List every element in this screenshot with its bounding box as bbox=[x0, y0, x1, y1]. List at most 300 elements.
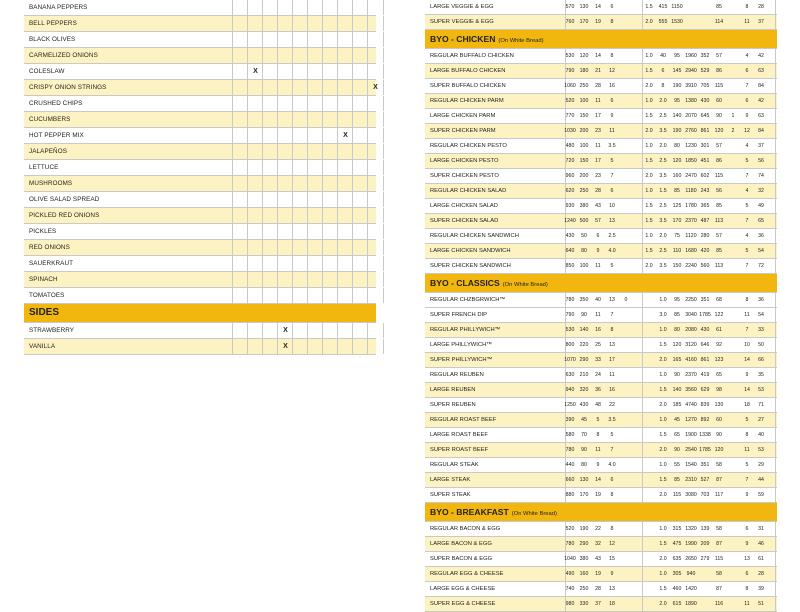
table-cell bbox=[367, 112, 384, 127]
table-cell bbox=[337, 96, 353, 111]
row-label: REGULAR BACON & EGG bbox=[430, 526, 501, 532]
table-cell bbox=[367, 96, 384, 111]
table-cell: 16 bbox=[609, 387, 615, 393]
column-divider bbox=[775, 323, 776, 337]
table-cell: 90 bbox=[581, 447, 587, 453]
row-label: LARGE BACON & EGG bbox=[430, 541, 492, 547]
column-divider bbox=[642, 537, 643, 551]
table-cell: 122 bbox=[714, 312, 724, 318]
table-cell: 115 bbox=[714, 556, 724, 562]
table-cell: 940 bbox=[565, 387, 575, 393]
table-cell: 850 bbox=[565, 263, 575, 269]
table-row bbox=[425, 259, 777, 274]
table-cell: 8 bbox=[610, 526, 614, 532]
table-cell: 635 bbox=[672, 556, 682, 562]
table-cell: 8 bbox=[745, 586, 749, 592]
table-cell bbox=[262, 208, 278, 223]
table-cell bbox=[367, 64, 384, 79]
table-cell: 2.0 bbox=[645, 263, 653, 269]
table-cell: 57 bbox=[716, 233, 722, 239]
table-cell: 1.5 bbox=[659, 586, 667, 592]
table-cell: 61 bbox=[716, 327, 722, 333]
table-cell bbox=[322, 160, 338, 175]
table-cell bbox=[322, 96, 338, 111]
section-subtitle: (On White Bread) bbox=[511, 511, 557, 517]
table-cell: 2650 bbox=[685, 556, 697, 562]
table-cell: 315 bbox=[672, 526, 682, 532]
table-cell: 200 bbox=[579, 173, 589, 179]
table-cell: 1.0 bbox=[659, 462, 667, 468]
table-cell bbox=[292, 224, 308, 239]
table-row bbox=[24, 32, 376, 48]
table-cell bbox=[247, 144, 263, 159]
table-cell bbox=[337, 272, 353, 287]
row-label: LARGE BUFFALO CHICKEN bbox=[430, 68, 506, 74]
table-cell: 740 bbox=[565, 586, 575, 592]
table-cell: 3.0 bbox=[659, 312, 667, 318]
table-row bbox=[24, 339, 376, 355]
table-cell bbox=[232, 144, 248, 159]
table-cell: 11 bbox=[595, 143, 601, 149]
table-cell bbox=[322, 48, 338, 63]
table-cell: 18 bbox=[609, 601, 615, 607]
row-label: MUSHROOMS bbox=[29, 180, 73, 187]
table-cell: 9 bbox=[745, 492, 749, 498]
table-cell: 1.0 bbox=[659, 417, 667, 423]
table-cell: 5 bbox=[610, 263, 614, 269]
table-cell bbox=[322, 240, 338, 255]
table-cell: 80 bbox=[581, 248, 587, 254]
table-row bbox=[425, 443, 777, 458]
row-label: OLIVE SALAD SPREAD bbox=[29, 196, 100, 203]
table-row bbox=[425, 94, 777, 109]
table-cell bbox=[352, 272, 368, 287]
table-cell bbox=[277, 272, 293, 287]
table-cell: 4740 bbox=[685, 402, 697, 408]
table-cell: X bbox=[277, 323, 293, 338]
table-cell: 780 bbox=[565, 541, 575, 547]
table-cell: X bbox=[247, 64, 263, 79]
table-cell: 14 bbox=[595, 477, 601, 483]
table-cell: 520 bbox=[565, 98, 575, 104]
table-cell bbox=[292, 240, 308, 255]
table-cell bbox=[337, 64, 353, 79]
table-cell: 1.5 bbox=[659, 387, 667, 393]
table-cell: 780 bbox=[565, 297, 575, 303]
table-cell: 6 bbox=[596, 233, 600, 239]
table-cell bbox=[247, 224, 263, 239]
table-cell bbox=[277, 64, 293, 79]
table-row bbox=[24, 64, 376, 80]
table-cell: 55 bbox=[674, 462, 680, 468]
table-cell: 37 bbox=[595, 601, 601, 607]
column-divider bbox=[642, 308, 643, 322]
table-cell bbox=[322, 256, 338, 271]
table-cell: 1338 bbox=[699, 432, 711, 438]
table-cell: 11 bbox=[744, 447, 750, 453]
table-cell bbox=[367, 128, 384, 143]
table-cell: 49 bbox=[758, 203, 764, 209]
table-cell: 1.5 bbox=[659, 432, 667, 438]
table-cell: 22 bbox=[609, 402, 615, 408]
row-label: BANANA PEPPERS bbox=[29, 4, 88, 11]
table-cell: 57 bbox=[716, 53, 722, 59]
table-cell bbox=[352, 96, 368, 111]
table-row bbox=[425, 15, 777, 30]
table-cell bbox=[292, 256, 308, 271]
table-cell: 1.0 bbox=[645, 188, 653, 194]
table-cell: 861 bbox=[700, 128, 710, 134]
table-cell bbox=[292, 96, 308, 111]
row-label: BELL PEPPERS bbox=[29, 20, 77, 27]
table-cell bbox=[277, 0, 293, 15]
table-cell: 2370 bbox=[685, 372, 697, 378]
column-divider bbox=[642, 428, 643, 442]
table-cell: 11 bbox=[744, 601, 750, 607]
row-label: SUPER VEGGIE & EGG bbox=[430, 19, 494, 25]
table-cell bbox=[322, 16, 338, 31]
table-cell: 87 bbox=[716, 586, 722, 592]
table-cell: 790 bbox=[565, 312, 575, 318]
table-cell bbox=[262, 0, 278, 15]
table-cell: 419 bbox=[700, 372, 710, 378]
table-cell: 560 bbox=[700, 263, 710, 269]
table-cell bbox=[307, 144, 323, 159]
table-row bbox=[425, 109, 777, 124]
table-row bbox=[425, 522, 777, 537]
table-cell: 115 bbox=[714, 83, 724, 89]
table-cell bbox=[292, 112, 308, 127]
table-cell bbox=[337, 192, 353, 207]
table-cell: 7 bbox=[745, 173, 749, 179]
table-cell: 48 bbox=[595, 402, 601, 408]
table-cell: 35 bbox=[758, 372, 764, 378]
table-cell: 2.0 bbox=[659, 357, 667, 363]
table-cell bbox=[292, 16, 308, 31]
column-divider bbox=[775, 244, 776, 258]
table-cell: 2940 bbox=[685, 68, 697, 74]
table-cell: 32 bbox=[758, 188, 764, 194]
table-cell: 1780 bbox=[685, 203, 697, 209]
row-label: SUPER CHICKEN PARM bbox=[430, 128, 496, 134]
table-cell bbox=[247, 32, 263, 47]
table-cell bbox=[352, 64, 368, 79]
table-cell: 6 bbox=[610, 4, 614, 10]
table-row bbox=[425, 293, 777, 308]
table-cell bbox=[247, 48, 263, 63]
table-cell: 37 bbox=[758, 19, 764, 25]
table-cell: 15 bbox=[609, 556, 615, 562]
table-row bbox=[24, 256, 376, 272]
row-label: LARGE REUBEN bbox=[430, 387, 476, 393]
table-cell: 305 bbox=[672, 571, 682, 577]
table-cell bbox=[307, 112, 323, 127]
table-cell bbox=[232, 0, 248, 15]
table-cell bbox=[337, 32, 353, 47]
table-cell bbox=[232, 48, 248, 63]
table-cell: 5 bbox=[610, 158, 614, 164]
table-cell bbox=[307, 160, 323, 175]
table-cell: 2370 bbox=[685, 218, 697, 224]
table-cell bbox=[367, 256, 384, 271]
table-cell: 75 bbox=[674, 233, 680, 239]
table-cell bbox=[247, 272, 263, 287]
table-cell: 301 bbox=[700, 143, 710, 149]
table-cell: 13 bbox=[609, 586, 615, 592]
table-cell: 8 bbox=[661, 83, 665, 89]
table-cell: 3120 bbox=[685, 342, 697, 348]
table-cell: 960 bbox=[565, 173, 575, 179]
table-cell bbox=[307, 272, 323, 287]
table-cell: 1680 bbox=[685, 248, 697, 254]
table-cell: 5 bbox=[745, 203, 749, 209]
table-cell: 170 bbox=[672, 218, 682, 224]
table-cell: 5 bbox=[745, 462, 749, 468]
table-cell: 11 bbox=[609, 372, 615, 378]
table-cell: 530 bbox=[565, 327, 575, 333]
table-cell: 1.0 bbox=[659, 327, 667, 333]
table-cell: 1.5 bbox=[645, 4, 653, 10]
table-cell: 615 bbox=[672, 601, 682, 607]
table-cell: 646 bbox=[700, 342, 710, 348]
table-cell: 11 bbox=[595, 98, 601, 104]
nutrition-table bbox=[425, 0, 777, 612]
table-cell: 8 bbox=[610, 327, 614, 333]
table-row bbox=[425, 49, 777, 64]
column-divider bbox=[775, 79, 776, 93]
section-title bbox=[430, 274, 548, 294]
table-cell: 7 bbox=[745, 327, 749, 333]
table-cell: 1.5 bbox=[645, 248, 653, 254]
row-label: CRISPY ONION STRINGS bbox=[29, 84, 107, 91]
table-cell: 490 bbox=[565, 571, 575, 577]
table-cell bbox=[322, 80, 338, 95]
table-cell: 11 bbox=[595, 263, 601, 269]
table-cell bbox=[232, 192, 248, 207]
table-cell: 68 bbox=[716, 297, 722, 303]
table-cell bbox=[277, 144, 293, 159]
table-cell: 440 bbox=[565, 462, 575, 468]
table-cell: 250 bbox=[579, 83, 589, 89]
table-row bbox=[425, 413, 777, 428]
column-divider bbox=[775, 488, 776, 502]
row-label: LARGE CHICKEN SALAD bbox=[430, 203, 498, 209]
table-cell: 500 bbox=[579, 218, 589, 224]
table-cell: 100 bbox=[579, 263, 589, 269]
section-title bbox=[430, 503, 557, 523]
table-cell bbox=[367, 144, 384, 159]
row-label: REGULAR REUBEN bbox=[430, 372, 484, 378]
table-cell: 2.0 bbox=[659, 98, 667, 104]
table-cell bbox=[367, 272, 384, 287]
table-cell: 59 bbox=[758, 492, 764, 498]
table-cell: 9 bbox=[745, 372, 749, 378]
table-cell bbox=[352, 144, 368, 159]
table-cell bbox=[307, 96, 323, 111]
table-cell: 165 bbox=[672, 357, 682, 363]
column-divider bbox=[775, 184, 776, 198]
column-divider bbox=[642, 338, 643, 352]
table-cell: 2.5 bbox=[659, 203, 667, 209]
table-cell: 390 bbox=[565, 417, 575, 423]
table-cell: 430 bbox=[565, 233, 575, 239]
table-row bbox=[425, 79, 777, 94]
table-row bbox=[425, 473, 777, 488]
table-cell bbox=[247, 256, 263, 271]
table-cell: 120 bbox=[672, 342, 682, 348]
table-cell: 220 bbox=[579, 342, 589, 348]
table-cell bbox=[262, 256, 278, 271]
table-cell: 930 bbox=[565, 203, 575, 209]
table-cell: 33 bbox=[758, 327, 764, 333]
table-cell: 85 bbox=[716, 203, 722, 209]
table-cell: 800 bbox=[565, 342, 575, 348]
table-row bbox=[24, 128, 376, 144]
table-cell bbox=[352, 128, 368, 143]
table-cell bbox=[232, 96, 248, 111]
table-cell: 6 bbox=[745, 526, 749, 532]
section-title: SIDES bbox=[29, 307, 60, 318]
table-cell bbox=[352, 48, 368, 63]
table-row bbox=[425, 597, 777, 612]
table-cell: 117 bbox=[714, 492, 724, 498]
table-cell bbox=[307, 128, 323, 143]
column-divider bbox=[775, 338, 776, 352]
column-divider bbox=[775, 597, 776, 611]
table-cell bbox=[292, 288, 308, 303]
table-cell: 351 bbox=[700, 462, 710, 468]
table-cell: 53 bbox=[758, 447, 764, 453]
table-row bbox=[425, 124, 777, 139]
column-divider bbox=[775, 413, 776, 427]
table-cell: 7 bbox=[745, 263, 749, 269]
table-cell: 100 bbox=[579, 98, 589, 104]
row-label: HOT PEPPER MIX bbox=[29, 132, 84, 139]
table-cell bbox=[322, 208, 338, 223]
table-cell: 1.0 bbox=[645, 233, 653, 239]
table-cell: 1230 bbox=[685, 143, 697, 149]
table-cell bbox=[322, 112, 338, 127]
table-row bbox=[24, 288, 376, 304]
table-cell: 570 bbox=[565, 4, 575, 10]
section-header-sides bbox=[24, 304, 376, 323]
table-cell: 74 bbox=[758, 173, 764, 179]
table-cell bbox=[322, 272, 338, 287]
table-cell: 4 bbox=[745, 233, 749, 239]
table-cell bbox=[337, 80, 353, 95]
table-cell: 60 bbox=[716, 98, 722, 104]
table-cell: 2.0 bbox=[645, 19, 653, 25]
table-cell: 1.5 bbox=[645, 68, 653, 74]
row-label: LETTUCE bbox=[29, 164, 59, 171]
table-cell: 95 bbox=[674, 53, 680, 59]
table-cell: 185 bbox=[672, 402, 682, 408]
table-cell: 1.0 bbox=[659, 526, 667, 532]
table-cell bbox=[367, 0, 384, 15]
table-cell: 0 bbox=[624, 297, 628, 303]
table-cell bbox=[232, 288, 248, 303]
table-cell bbox=[262, 48, 278, 63]
table-cell: 250 bbox=[579, 188, 589, 194]
table-cell: 1180 bbox=[685, 188, 697, 194]
table-cell bbox=[322, 128, 338, 143]
table-row bbox=[425, 537, 777, 552]
column-divider bbox=[642, 293, 643, 307]
table-cell: 90 bbox=[581, 312, 587, 318]
table-cell: 42 bbox=[758, 98, 764, 104]
table-cell: 70 bbox=[581, 432, 587, 438]
table-cell: 1240 bbox=[564, 218, 576, 224]
table-cell: 44 bbox=[758, 477, 764, 483]
table-cell: 113 bbox=[714, 218, 724, 224]
column-divider bbox=[642, 443, 643, 457]
table-row bbox=[425, 139, 777, 154]
table-cell bbox=[337, 240, 353, 255]
table-cell bbox=[352, 160, 368, 175]
table-cell: 46 bbox=[758, 541, 764, 547]
table-cell bbox=[292, 339, 308, 354]
table-cell bbox=[307, 80, 323, 95]
table-cell bbox=[247, 112, 263, 127]
table-cell bbox=[337, 16, 353, 31]
table-cell: 5 bbox=[745, 158, 749, 164]
table-cell: 85 bbox=[674, 188, 680, 194]
column-divider bbox=[642, 597, 643, 611]
table-cell: 54 bbox=[758, 248, 764, 254]
table-cell bbox=[277, 224, 293, 239]
row-label: COLESLAW bbox=[29, 68, 65, 75]
table-cell: 5 bbox=[596, 417, 600, 423]
row-label: SUPER BUFFALO CHICKEN bbox=[430, 83, 506, 89]
table-cell: 1.5 bbox=[659, 188, 667, 194]
table-cell: 2.0 bbox=[659, 143, 667, 149]
table-cell bbox=[367, 192, 384, 207]
table-cell: 116 bbox=[714, 601, 724, 607]
table-cell: 80 bbox=[674, 327, 680, 333]
table-cell: 65 bbox=[674, 432, 680, 438]
table-cell: 1.5 bbox=[659, 477, 667, 483]
table-cell: 780 bbox=[565, 447, 575, 453]
table-cell: 6 bbox=[745, 68, 749, 74]
table-cell bbox=[292, 144, 308, 159]
table-cell: 17 bbox=[595, 113, 601, 119]
table-cell: 8 bbox=[745, 297, 749, 303]
table-cell: 1785 bbox=[699, 312, 711, 318]
table-cell: 130 bbox=[714, 402, 724, 408]
table-cell: 6 bbox=[745, 571, 749, 577]
table-cell bbox=[277, 80, 293, 95]
table-cell bbox=[352, 256, 368, 271]
table-cell: 150 bbox=[579, 158, 589, 164]
table-cell bbox=[337, 339, 353, 354]
table-cell: 487 bbox=[700, 218, 710, 224]
table-cell: 40 bbox=[758, 432, 764, 438]
table-cell: 72 bbox=[758, 263, 764, 269]
row-label: SUPER FRENCH DIP bbox=[430, 312, 488, 318]
row-label: STRAWBERRY bbox=[29, 327, 75, 334]
row-label: REGULAR EGG & CHEESE bbox=[430, 571, 504, 577]
table-cell: 84 bbox=[758, 128, 764, 134]
table-cell: 90 bbox=[716, 432, 722, 438]
table-cell: 56 bbox=[758, 158, 764, 164]
column-divider bbox=[775, 214, 776, 228]
column-divider bbox=[775, 0, 776, 14]
table-cell bbox=[292, 323, 308, 338]
table-cell: 130 bbox=[579, 477, 589, 483]
column-divider bbox=[775, 308, 776, 322]
table-cell: 114 bbox=[714, 19, 724, 25]
table-cell: 58 bbox=[716, 526, 722, 532]
